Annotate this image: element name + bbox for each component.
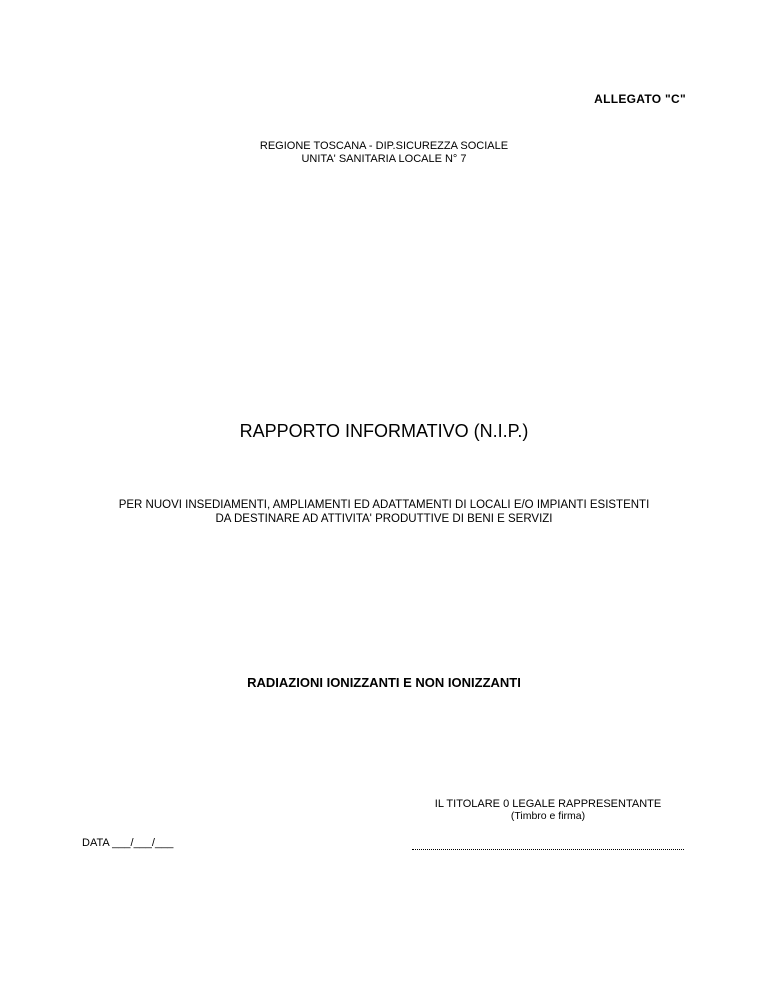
section-title: RADIAZIONI IONIZZANTI E NON IONIZZANTI xyxy=(247,675,521,690)
subtitle-line-1: PER NUOVI INSEDIAMENTI, AMPLIAMENTI ED ADATTAMENTI DI LOCALI E/O IMPIANTI ESISTENTI xyxy=(118,499,650,511)
signature-line[interactable] xyxy=(412,849,684,850)
annex-label: ALLEGATO "C" xyxy=(594,92,686,106)
document-header xyxy=(0,140,768,166)
header-region: REGIONE TOSCANA - DIP.SICUREZZA SOCIALE xyxy=(259,140,509,152)
subtitle-line-2: DA DESTINARE AD ATTIVITA' PRODUTTIVE DI BENI E SERVIZI xyxy=(215,513,553,525)
header-health-unit: UNITA' SANITARIA LOCALE N° 7 xyxy=(301,153,467,165)
document-title: RAPPORTO INFORMATIVO (N.I.P.) xyxy=(239,421,529,441)
signature-block xyxy=(412,798,684,822)
date-field[interactable]: DATA ___/___/___ xyxy=(82,837,174,849)
signature-note: (Timbro e firma) xyxy=(510,810,586,822)
document-subtitle xyxy=(0,498,768,526)
signature-role: IL TITOLARE 0 LEGALE RAPPRESENTANTE xyxy=(434,798,662,810)
